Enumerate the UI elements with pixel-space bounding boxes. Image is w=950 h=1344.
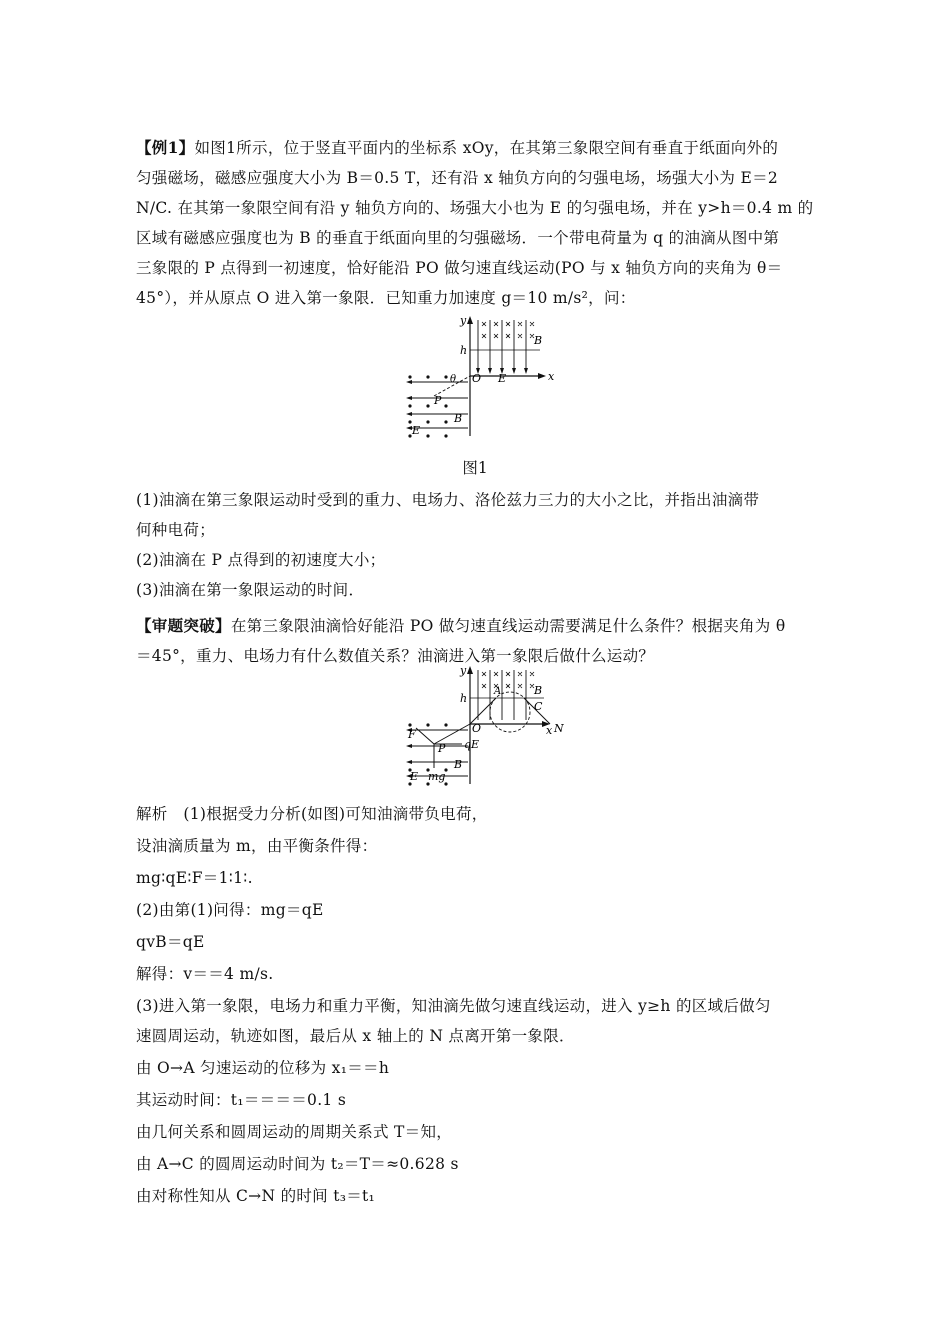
h-label: h [460,692,468,705]
b-lower-label: B [454,412,463,425]
text-line: 何种电荷； [136,521,216,539]
text-line: 解析 (1)根据受力分析(如图)可知油滴带负电荷， [136,805,488,823]
point-c-label: C [534,700,543,713]
text-line: (1)油滴在第三象限运动时受到的重力、电场力、洛伦兹力三力的大小之比，并指出油滴带 [136,491,760,509]
force-f-label: F [408,728,416,741]
y-axis-label: y [460,314,467,327]
text-line: 由 A→C 的圆周运动时间为 t₂＝T＝≈0.628 s [136,1155,459,1173]
text-line: ＝45°，重力、电场力有什么数值关系？油滴进入第一象限后做什么运动？ [136,647,655,665]
e-lower-label: E [412,424,421,437]
force-qe-label: qE [464,738,480,751]
p-label: P [438,742,446,755]
text-line: 由 O→A 匀速运动的位移为 x₁＝＝h [136,1059,390,1077]
x-axis-label: x [548,370,555,383]
text-line [136,138,816,158]
origin-label: O [472,372,482,385]
e-lower-label: E [410,770,419,783]
text-line: 区域有磁感应强度也为 B 的垂直于纸面向里的匀强磁场．一个带电荷量为 q 的油滴从图中第 [136,229,780,247]
h-label: h [460,344,468,357]
figure-1-diagram [400,312,560,444]
text-line: (2)油滴在 P 点得到的初速度大小； [136,551,386,569]
line-text: 如图1所示，位于竖直平面内的坐标系 xOy，在其第三象限空间有垂直于纸面向外的 [194,139,779,157]
text-line: 匀强磁场，磁感应强度大小为 B＝0.5 T，还有沿 x 轴负方向的匀强电场，场强大小为 E＝2 [136,169,779,187]
text-line: 45°），并从原点 O 进入第一象限．已知重力加速度 g＝10 m/s²，问： [136,289,636,307]
b-upper-label: B [534,334,543,347]
theta-label: θ [450,374,457,385]
text-line: 解得：v＝＝4 m/s. [136,965,274,983]
figure-2-diagram [400,664,570,790]
force-mg-label: mg [428,770,446,783]
text-line: 由几何关系和圆周运动的周期关系式 T＝知， [136,1123,453,1141]
y-axis-label: y [460,664,467,677]
p-label: P [434,394,442,407]
point-a-label: A [494,686,502,697]
x-axis-label: x [546,724,553,737]
point-n-label: N [554,722,564,735]
text-line: 三象限的 P 点得到一初速度，恰好能沿 PO 做匀速直线运动(PO 与 x 轴负方向的夹角为 θ＝ [136,259,783,277]
text-line: 速圆周运动，轨迹如图，最后从 x 轴上的 N 点离开第一象限． [136,1027,575,1045]
text-line: 设油滴质量为 m，由平衡条件得： [136,837,378,855]
origin-label: O [472,722,482,735]
b-upper-label: B [534,684,543,697]
text-line: 其运动时间：t₁＝＝＝＝0.1 s [136,1091,347,1109]
example-tag: 【例1】 [136,138,195,157]
figure-1-caption: 图1 [462,459,488,477]
line-text: 在第三象限油滴恰好能沿 PO 做匀速直线运动需要满足什么条件？根据夹角为 θ [230,617,786,635]
analysis-tag: 【审题突破】 [136,616,231,635]
text-line: qvB＝qE [136,933,205,951]
text-line: mg∶qE∶F＝1∶1∶. [136,869,253,887]
b-lower-label: B [454,758,463,771]
e-upper-label: E [498,372,507,385]
text-line [136,616,816,636]
text-line: (2)由第(1)问得：mg＝qE [136,901,324,919]
text-line: N/C. 在其第一象限空间有沿 y 轴负方向的、场强大小也为 E 的匀强电场，并在 y>h＝0.4 m 的 [136,199,814,217]
text-line: 由对称性知从 C→N 的时间 t₃＝t₁ [136,1187,376,1205]
text-line: (3)油滴在第一象限运动的时间． [136,581,365,599]
text-line: (3)进入第一象限，电场力和重力平衡，知油滴先做匀速直线运动，进入 y≥h 的区域后做匀 [136,997,771,1015]
